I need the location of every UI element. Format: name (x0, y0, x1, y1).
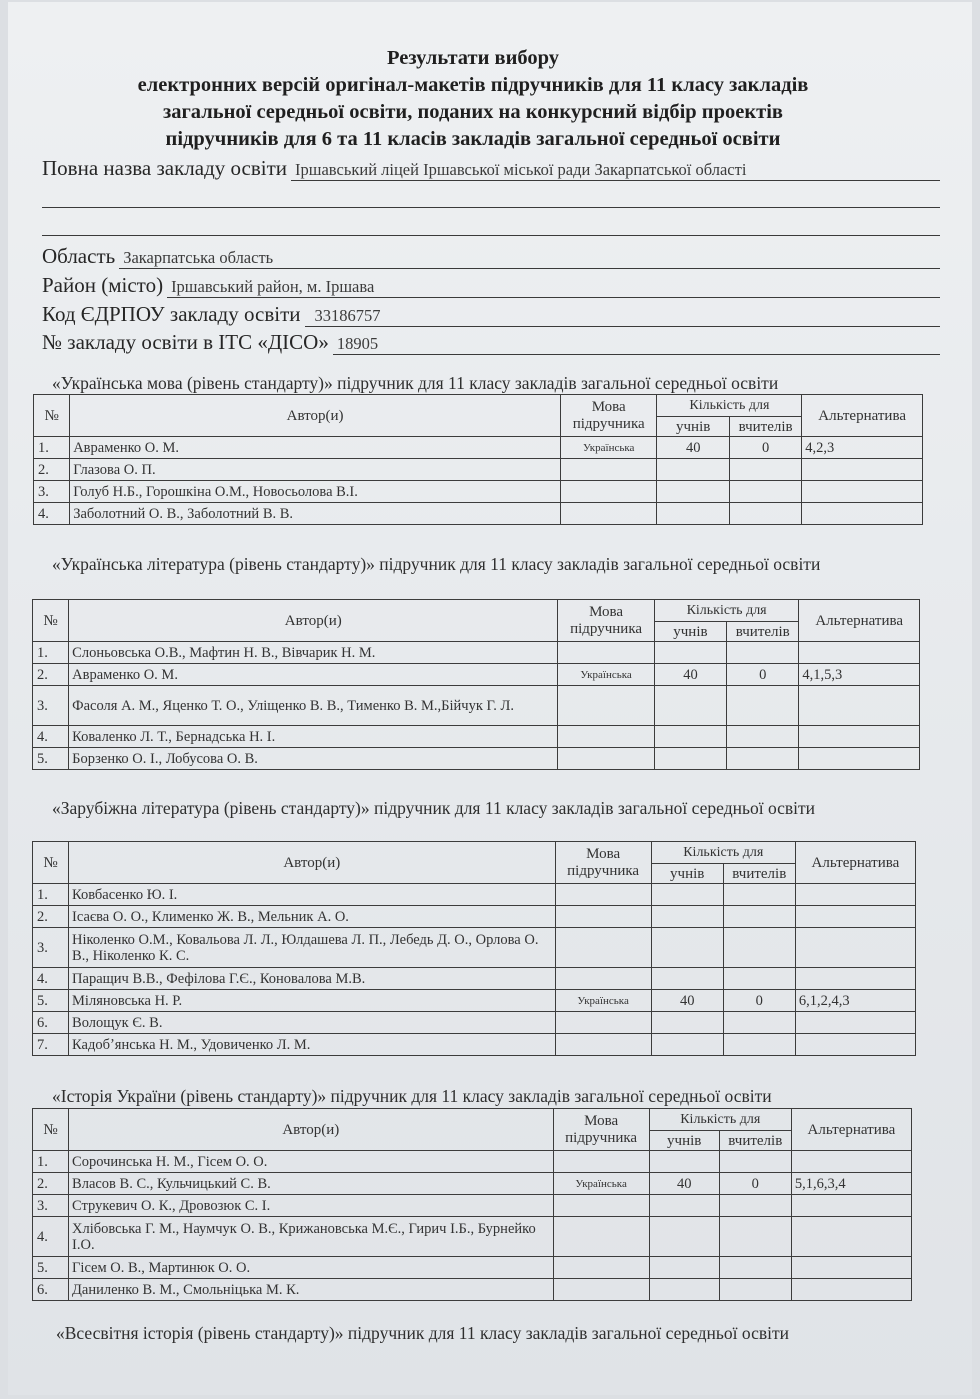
row-language (553, 1279, 649, 1301)
header-count: Кількість для (649, 1109, 791, 1131)
row-number: 6. (33, 1012, 69, 1034)
title-line-2: електронних версій оригінал-макетів підручників для 11 класу закладів (137, 74, 809, 96)
row-alternative: 5,1,6,3,4 (791, 1173, 911, 1195)
header-teachers: вчителів (719, 1131, 791, 1151)
header-language: Мова підручника (558, 600, 654, 642)
row-number: 3. (33, 928, 69, 968)
itc-value: 18905 (333, 334, 940, 355)
row-students (651, 1034, 723, 1056)
row-teachers: 0 (727, 664, 799, 686)
row-students (654, 642, 726, 664)
table-row (34, 437, 923, 459)
row-students (649, 1217, 719, 1257)
region-label: Область (42, 244, 116, 268)
table-row (33, 664, 920, 686)
table-row (33, 968, 916, 990)
row-alternative (802, 481, 923, 503)
row-teachers (719, 1195, 791, 1217)
header-alternative: Альтернатива (802, 395, 923, 437)
header-count: Кількість для (654, 600, 799, 622)
region-field (42, 244, 940, 269)
row-students (651, 968, 723, 990)
row-number: 4. (34, 503, 70, 525)
row-students (651, 1012, 723, 1034)
row-language (553, 1217, 649, 1257)
row-authors: Волощук Є. В. (69, 1012, 556, 1034)
row-authors: Струкевич О. К., Дровозюк С. І. (69, 1195, 554, 1217)
row-authors: Хлібовська Г. М., Наумчук О. В., Крижановська М.Є., Гирич І.Б., Бурнейко І.О. (69, 1217, 554, 1257)
row-teachers (727, 642, 799, 664)
row-students (651, 884, 723, 906)
table-row (33, 1279, 912, 1301)
row-language: Українська (558, 664, 654, 686)
section-title: «Українська література (рівень стандарту)» підручник для 11 класу закладів загальної середньої освіти (52, 554, 821, 574)
row-number: 2. (33, 1173, 69, 1195)
row-alternative: 6,1,2,4,3 (795, 990, 915, 1012)
table-row (33, 748, 920, 770)
row-teachers (729, 481, 801, 503)
row-language: Українська (553, 1173, 649, 1195)
table-row (33, 1034, 916, 1056)
row-alternative: 4,1,5,3 (799, 664, 920, 686)
header-alternative: Альтернатива (795, 842, 915, 884)
header-num: № (33, 600, 69, 642)
row-language (558, 686, 654, 726)
table-row (33, 642, 920, 664)
header-authors: Автор(и) (69, 842, 556, 884)
row-authors: Ніколенко О.М., Ковальова Л. Л., Юлдашева Л. П., Лебедь Д. О., Орлова О. В., Ніколенко К. С. (69, 928, 556, 968)
table-row (33, 1173, 912, 1195)
row-authors: Паращич В.В., Фефілова Г.Є., Коновалова М.В. (69, 968, 556, 990)
row-students (654, 726, 726, 748)
row-authors: Даниленко В. М., Смольніцька М. К. (69, 1279, 554, 1301)
row-teachers: 0 (719, 1173, 791, 1195)
row-teachers (727, 726, 799, 748)
header-num: № (33, 842, 69, 884)
blank-line (42, 235, 940, 236)
row-number: 4. (33, 1217, 69, 1257)
row-teachers (723, 906, 795, 928)
blank-line (42, 207, 940, 208)
row-number: 2. (34, 459, 70, 481)
row-teachers (719, 1217, 791, 1257)
table-row (33, 1012, 916, 1034)
header-authors: Автор(и) (69, 1109, 554, 1151)
row-language: Українська (560, 437, 657, 459)
school-name-label: Повна назва закладу освіти (42, 156, 288, 180)
row-alternative (791, 1195, 911, 1217)
row-number: 1. (34, 437, 70, 459)
row-students (657, 459, 729, 481)
row-number: 3. (34, 481, 70, 503)
header-num: № (34, 395, 70, 437)
school-name-field (42, 156, 940, 181)
row-authors: Міляновська Н. Р. (69, 990, 556, 1012)
row-authors: Кадобʼянська Н. М., Удовиченко Л. М. (69, 1034, 556, 1056)
row-language (553, 1257, 649, 1279)
row-number: 3. (33, 686, 69, 726)
region-value: Закарпатська область (119, 248, 940, 269)
header-teachers: вчителів (729, 417, 801, 437)
row-authors: Гісем О. В., Мартинюк О. О. (69, 1257, 554, 1279)
row-alternative (795, 1012, 915, 1034)
row-language (560, 481, 657, 503)
textbook-table (32, 599, 920, 770)
school-name-value: Іршавський ліцей Іршавської міської ради Закарпатської області (291, 160, 940, 181)
row-students (654, 748, 726, 770)
table-row (33, 1257, 912, 1279)
row-alternative (795, 968, 915, 990)
row-students: 40 (657, 437, 729, 459)
table-row (34, 503, 923, 525)
section-title: «Всесвітня історія (рівень стандарту)» підручник для 11 класу закладів загальної середньої освіти (56, 1323, 789, 1343)
row-students (649, 1257, 719, 1279)
row-alternative (799, 748, 920, 770)
row-teachers (723, 928, 795, 968)
itc-label: № закладу освіти в ІТС «ДІСО» (42, 330, 329, 354)
header-teachers: вчителів (727, 622, 799, 642)
row-students (649, 1279, 719, 1301)
row-number: 6. (33, 1279, 69, 1301)
row-authors: Фасоля А. М., Яценко Т. О., Уліщенко В. В., Тименко В. М.,Бійчук Г. Л. (69, 686, 558, 726)
row-authors: Борзенко О. І., Лобусова О. В. (69, 748, 558, 770)
table-row (33, 1195, 912, 1217)
table-row (33, 928, 916, 968)
header-students: учнів (657, 417, 729, 437)
district-label: Район (місто) (42, 273, 164, 297)
row-teachers (723, 1034, 795, 1056)
document-page (8, 2, 972, 1395)
row-alternative (795, 928, 915, 968)
header-language: Мова підручника (560, 395, 657, 437)
document-title (8, 45, 938, 153)
row-authors: Коваленко Л. Т., Бернадська Н. І. (69, 726, 558, 748)
row-language (560, 503, 657, 525)
title-line-4: підручників для 6 та 11 класів закладів загальної середньої освіти (165, 128, 781, 150)
row-alternative (795, 906, 915, 928)
row-language (555, 884, 651, 906)
row-teachers (723, 968, 795, 990)
row-teachers (729, 503, 801, 525)
row-authors: Власов В. С., Кульчицький С. В. (69, 1173, 554, 1195)
table-row (33, 686, 920, 726)
row-alternative (802, 503, 923, 525)
row-teachers (729, 459, 801, 481)
row-authors: Голуб Н.Б., Горошкіна О.М., Новосьолова В.І. (70, 481, 561, 503)
row-number: 4. (33, 726, 69, 748)
row-number: 2. (33, 906, 69, 928)
header-students: учнів (654, 622, 726, 642)
row-language (558, 726, 654, 748)
row-language (553, 1195, 649, 1217)
itc-field (42, 330, 940, 355)
row-alternative (799, 686, 920, 726)
row-language (555, 1012, 651, 1034)
row-students (649, 1195, 719, 1217)
row-authors: Ісаєва О. О., Клименко Ж. В., Мельник А. О. (69, 906, 556, 928)
row-students: 40 (654, 664, 726, 686)
row-teachers (723, 884, 795, 906)
row-teachers (727, 748, 799, 770)
row-students (657, 481, 729, 503)
row-authors: Слоньовська О.В., Мафтин Н. В., Вівчарик Н. М. (69, 642, 558, 664)
row-students (651, 906, 723, 928)
row-alternative (791, 1257, 911, 1279)
row-language (555, 968, 651, 990)
district-value: Іршавський район, м. Іршава (167, 277, 940, 298)
row-alternative (802, 459, 923, 481)
header-students: учнів (651, 864, 723, 884)
row-language (555, 928, 651, 968)
table-row (33, 906, 916, 928)
row-authors: Ковбасенко Ю. І. (69, 884, 556, 906)
row-authors: Глазова О. П. (70, 459, 561, 481)
row-alternative (799, 642, 920, 664)
row-authors: Заболотний О. В., Заболотний В. В. (70, 503, 561, 525)
row-language (555, 906, 651, 928)
title-line-1: Результати вибору (387, 47, 559, 69)
row-students: 40 (651, 990, 723, 1012)
row-teachers (719, 1257, 791, 1279)
header-alternative: Альтернатива (791, 1109, 911, 1151)
row-number: 3. (33, 1195, 69, 1217)
table-row (34, 459, 923, 481)
row-alternative (799, 726, 920, 748)
edrpou-label: Код ЄДРПОУ закладу освіти (42, 302, 301, 326)
row-number: 1. (33, 1151, 69, 1173)
row-alternative: 4,2,3 (802, 437, 923, 459)
title-line-3: загальної середньої освіти, поданих на конкурсний відбір проектів (163, 101, 783, 123)
section-title: «Зарубіжна література (рівень стандарту)» підручник для 11 класу закладів загальної середньої освіти (52, 798, 816, 818)
row-number: 5. (33, 1257, 69, 1279)
header-authors: Автор(и) (70, 395, 561, 437)
row-students (657, 503, 729, 525)
table-row (33, 726, 920, 748)
header-students: учнів (649, 1131, 719, 1151)
row-authors: Авраменко О. М. (70, 437, 561, 459)
row-alternative (791, 1217, 911, 1257)
row-language (558, 642, 654, 664)
table-row (33, 884, 916, 906)
header-language: Мова підручника (553, 1109, 649, 1151)
row-language (555, 1034, 651, 1056)
header-language: Мова підручника (555, 842, 651, 884)
row-teachers: 0 (723, 990, 795, 1012)
row-teachers (719, 1279, 791, 1301)
section-title: «Історія України (рівень стандарту)» підручник для 11 класу закладів загальної середньої освіти (52, 1086, 772, 1106)
row-number: 2. (33, 664, 69, 686)
row-teachers (719, 1151, 791, 1173)
row-authors: Сорочинська Н. М., Гісем О. О. (69, 1151, 554, 1173)
row-number: 5. (33, 748, 69, 770)
row-number: 7. (33, 1034, 69, 1056)
row-number: 1. (33, 642, 69, 664)
edrpou-field (42, 302, 940, 327)
row-teachers (723, 1012, 795, 1034)
header-count: Кількість для (657, 395, 802, 417)
row-language (553, 1151, 649, 1173)
row-alternative (795, 1034, 915, 1056)
row-alternative (791, 1151, 911, 1173)
row-number: 4. (33, 968, 69, 990)
row-alternative (795, 884, 915, 906)
row-number: 5. (33, 990, 69, 1012)
row-teachers: 0 (729, 437, 801, 459)
table-row (34, 481, 923, 503)
header-alternative: Альтернатива (799, 600, 920, 642)
header-authors: Автор(и) (69, 600, 558, 642)
table-row (33, 1217, 912, 1257)
table-row (33, 990, 916, 1012)
district-field (42, 273, 940, 298)
row-authors: Авраменко О. М. (69, 664, 558, 686)
row-language: Українська (555, 990, 651, 1012)
row-number: 1. (33, 884, 69, 906)
textbook-table (32, 1108, 912, 1301)
header-count: Кількість для (651, 842, 795, 864)
row-students (654, 686, 726, 726)
row-language (560, 459, 657, 481)
edrpou-value: 33186757 (305, 306, 941, 327)
header-teachers: вчителів (723, 864, 795, 884)
row-language (558, 748, 654, 770)
row-students (649, 1151, 719, 1173)
header-num: № (33, 1109, 69, 1151)
row-alternative (791, 1279, 911, 1301)
row-students (651, 928, 723, 968)
textbook-table (33, 394, 923, 525)
textbook-table (32, 841, 916, 1056)
table-row (33, 1151, 912, 1173)
row-students: 40 (649, 1173, 719, 1195)
section-title: «Українська мова (рівень стандарту)» підручник для 11 класу закладів загальної середньої освіти (52, 373, 779, 393)
row-teachers (727, 686, 799, 726)
